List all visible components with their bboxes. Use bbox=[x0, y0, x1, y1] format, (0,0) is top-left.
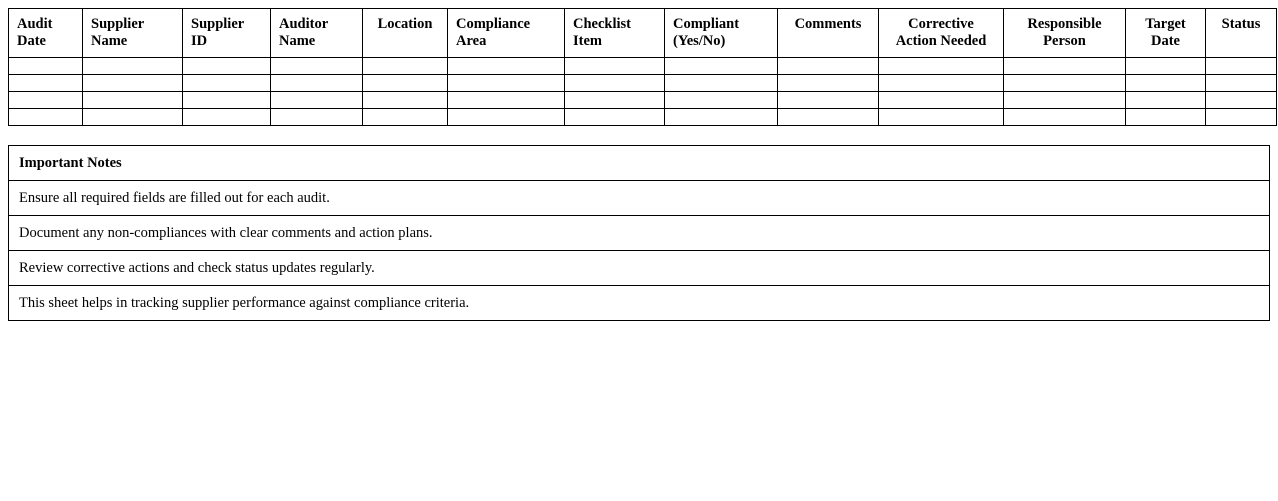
cell-location[interactable] bbox=[363, 92, 448, 109]
column-header-supplier-name: Supplier Name bbox=[83, 9, 183, 58]
cell-corrective-action-needed[interactable] bbox=[879, 58, 1004, 75]
cell-comments[interactable] bbox=[778, 58, 879, 75]
table-row[interactable] bbox=[9, 92, 1277, 109]
cell-supplier-name[interactable] bbox=[83, 75, 183, 92]
cell-checklist-item[interactable] bbox=[565, 58, 665, 75]
important-notes-table bbox=[8, 145, 1270, 321]
cell-supplier-id[interactable] bbox=[183, 109, 271, 126]
cell-audit-date[interactable] bbox=[9, 75, 83, 92]
column-header-checklist-item: Checklist Item bbox=[565, 9, 665, 58]
column-header-auditor-name: Auditor Name bbox=[271, 9, 363, 58]
cell-corrective-action-needed[interactable] bbox=[879, 92, 1004, 109]
cell-supplier-name[interactable] bbox=[83, 92, 183, 109]
column-header-compliance-area: Compliance Area bbox=[448, 9, 565, 58]
cell-location[interactable] bbox=[363, 109, 448, 126]
list-item bbox=[9, 181, 1270, 216]
list-item bbox=[9, 286, 1270, 321]
cell-location[interactable] bbox=[363, 75, 448, 92]
cell-supplier-name[interactable] bbox=[83, 58, 183, 75]
supplier-audit-table bbox=[8, 8, 1277, 126]
note-item-4: This sheet helps in tracking supplier performance against compliance criteria. bbox=[9, 286, 1270, 321]
column-header-responsible-person: Responsible Person bbox=[1004, 9, 1126, 58]
column-header-corrective-action-needed: Corrective Action Needed bbox=[879, 9, 1004, 58]
cell-target-date[interactable] bbox=[1126, 58, 1206, 75]
cell-target-date[interactable] bbox=[1126, 109, 1206, 126]
column-header-status: Status bbox=[1206, 9, 1277, 58]
cell-responsible-person[interactable] bbox=[1004, 75, 1126, 92]
cell-audit-date[interactable] bbox=[9, 109, 83, 126]
cell-audit-date[interactable] bbox=[9, 58, 83, 75]
note-item-1: Ensure all required fields are filled out for each audit. bbox=[9, 181, 1270, 216]
table-row[interactable] bbox=[9, 75, 1277, 92]
cell-auditor-name[interactable] bbox=[271, 58, 363, 75]
table-header-row bbox=[9, 9, 1277, 58]
cell-status[interactable] bbox=[1206, 109, 1277, 126]
cell-supplier-id[interactable] bbox=[183, 75, 271, 92]
cell-corrective-action-needed[interactable] bbox=[879, 75, 1004, 92]
cell-responsible-person[interactable] bbox=[1004, 92, 1126, 109]
cell-corrective-action-needed[interactable] bbox=[879, 109, 1004, 126]
notes-title-row bbox=[9, 146, 1270, 181]
cell-status[interactable] bbox=[1206, 92, 1277, 109]
cell-target-date[interactable] bbox=[1126, 92, 1206, 109]
cell-auditor-name[interactable] bbox=[271, 92, 363, 109]
cell-compliance-area[interactable] bbox=[448, 58, 565, 75]
column-header-compliant: Compliant (Yes/No) bbox=[665, 9, 778, 58]
cell-auditor-name[interactable] bbox=[271, 109, 363, 126]
column-header-comments: Comments bbox=[778, 9, 879, 58]
table-row[interactable] bbox=[9, 109, 1277, 126]
important-notes-container bbox=[8, 145, 1270, 321]
cell-compliant[interactable] bbox=[665, 109, 778, 126]
cell-supplier-id[interactable] bbox=[183, 92, 271, 109]
cell-compliant[interactable] bbox=[665, 75, 778, 92]
cell-responsible-person[interactable] bbox=[1004, 109, 1126, 126]
cell-auditor-name[interactable] bbox=[271, 75, 363, 92]
cell-compliance-area[interactable] bbox=[448, 109, 565, 126]
cell-location[interactable] bbox=[363, 58, 448, 75]
column-header-target-date: Target Date bbox=[1126, 9, 1206, 58]
cell-checklist-item[interactable] bbox=[565, 75, 665, 92]
cell-audit-date[interactable] bbox=[9, 92, 83, 109]
cell-responsible-person[interactable] bbox=[1004, 58, 1126, 75]
list-item bbox=[9, 216, 1270, 251]
cell-status[interactable] bbox=[1206, 75, 1277, 92]
cell-compliance-area[interactable] bbox=[448, 92, 565, 109]
cell-compliance-area[interactable] bbox=[448, 75, 565, 92]
cell-compliant[interactable] bbox=[665, 58, 778, 75]
note-item-2: Document any non-compliances with clear comments and action plans. bbox=[9, 216, 1270, 251]
supplier-audit-table-container bbox=[8, 8, 1270, 126]
list-item bbox=[9, 251, 1270, 286]
table-row[interactable] bbox=[9, 58, 1277, 75]
cell-checklist-item[interactable] bbox=[565, 92, 665, 109]
cell-comments[interactable] bbox=[778, 109, 879, 126]
note-item-3: Review corrective actions and check status updates regularly. bbox=[9, 251, 1270, 286]
cell-supplier-id[interactable] bbox=[183, 58, 271, 75]
cell-status[interactable] bbox=[1206, 58, 1277, 75]
column-header-location: Location bbox=[363, 9, 448, 58]
notes-title: Important Notes bbox=[9, 146, 1270, 181]
cell-supplier-name[interactable] bbox=[83, 109, 183, 126]
column-header-supplier-id: Supplier ID bbox=[183, 9, 271, 58]
cell-checklist-item[interactable] bbox=[565, 109, 665, 126]
cell-comments[interactable] bbox=[778, 92, 879, 109]
cell-comments[interactable] bbox=[778, 75, 879, 92]
table-body bbox=[9, 58, 1277, 126]
column-header-audit-date: Audit Date bbox=[9, 9, 83, 58]
cell-compliant[interactable] bbox=[665, 92, 778, 109]
cell-target-date[interactable] bbox=[1126, 75, 1206, 92]
